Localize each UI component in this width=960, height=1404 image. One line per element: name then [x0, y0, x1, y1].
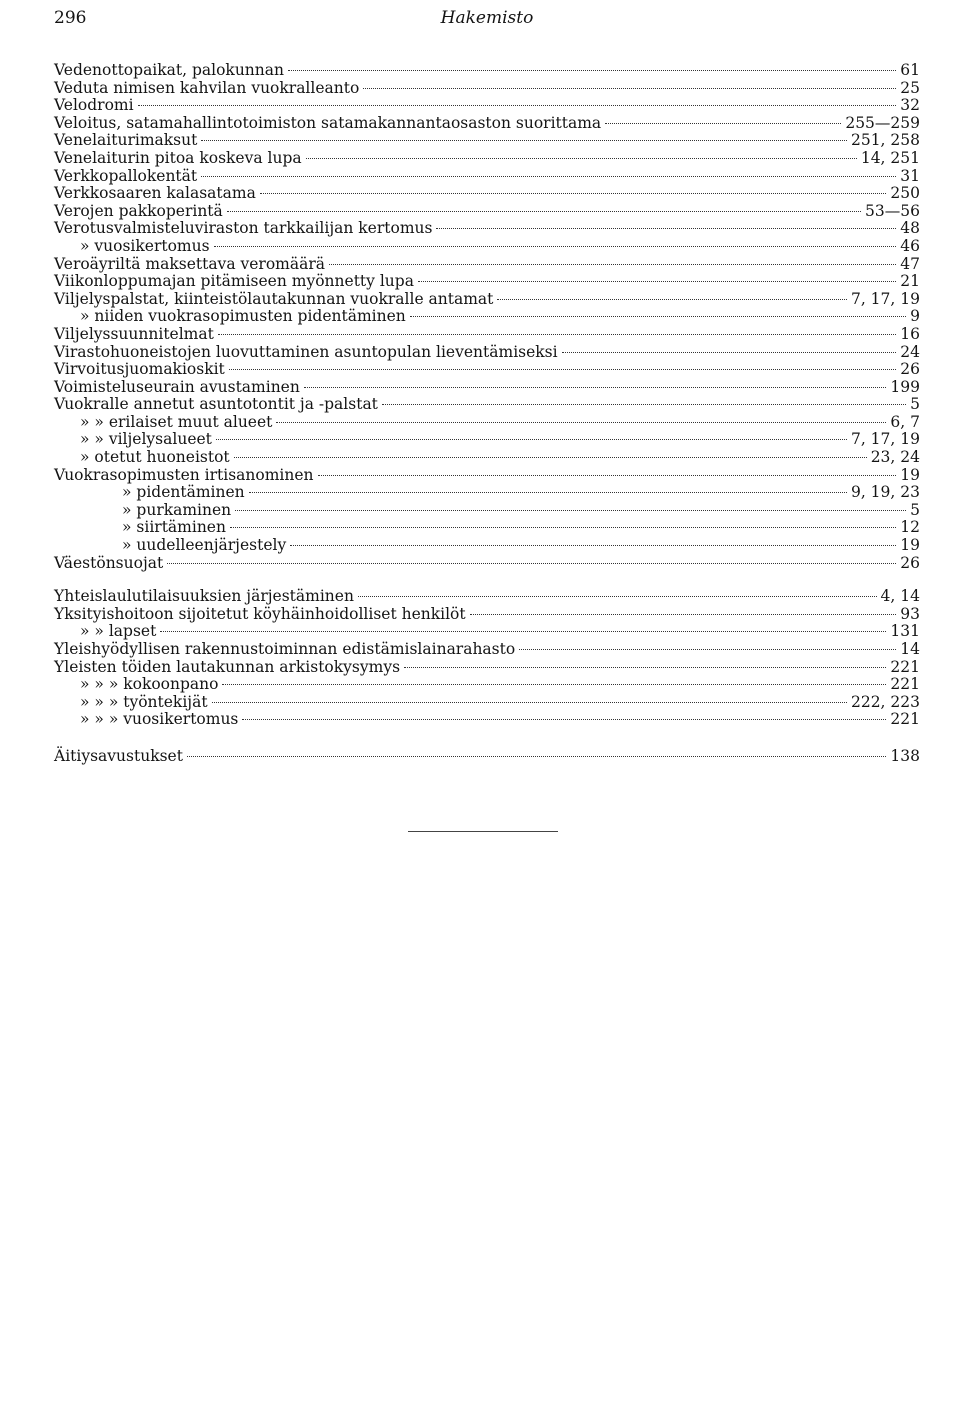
entry-text: Vedenottopaikat, palokunnan	[54, 61, 284, 79]
entry-pages: 7, 17, 19	[850, 289, 920, 308]
index-entry	[54, 361, 920, 379]
dot-leader	[160, 631, 886, 632]
entry-pages: 7, 17, 19	[850, 430, 920, 449]
entry-text: Vuokrasopimusten irtisanominen	[54, 465, 314, 484]
entry-text: Venelaiturin pitoa koskeva lupa	[54, 148, 302, 167]
dot-leader	[218, 334, 896, 335]
entry-text: Veroäyriltä maksettava veromäärä	[54, 254, 325, 273]
entry-pages: 46	[900, 236, 920, 255]
dot-leader	[260, 193, 887, 194]
index-entry	[54, 676, 920, 694]
dot-leader	[329, 264, 896, 265]
entry-pages: 53—56	[865, 201, 920, 220]
index-entry	[54, 748, 920, 766]
index-entry	[54, 80, 920, 98]
entry-text: » » » kokoonpano	[80, 675, 219, 694]
index-entry	[54, 414, 920, 432]
group-gap	[54, 572, 920, 588]
dot-leader	[276, 422, 886, 423]
entry-pages: 199	[890, 377, 920, 396]
entry-text: » » viljelysalueet	[80, 430, 212, 449]
entry-text: » » lapset	[80, 622, 157, 641]
group-gap	[54, 729, 920, 748]
index-entry	[54, 555, 920, 573]
dot-leader	[382, 404, 906, 405]
index-entry	[54, 344, 920, 362]
entry-pages: 48	[900, 219, 920, 238]
dot-leader	[306, 158, 857, 159]
entry-text: » » » työntekijät	[80, 692, 208, 711]
index-entry	[54, 623, 920, 641]
entry-text: Äitiysavustukset	[54, 746, 183, 765]
index-entry	[54, 273, 920, 291]
dot-leader	[497, 299, 847, 300]
entry-text: Yleishyödyllisen rakennustoiminnan edistämislainarahasto	[54, 640, 516, 658]
index-entry	[54, 185, 920, 203]
entry-text: Yksityishoitoon sijoitetut köyhäinhoidolliset henkilöt	[54, 604, 466, 623]
entry-pages: 251, 258	[850, 131, 920, 150]
entry-pages: 250	[890, 184, 920, 203]
index-entry	[54, 291, 920, 309]
index-entry	[54, 132, 920, 150]
dot-leader	[519, 649, 896, 650]
page-number: 296	[54, 8, 87, 28]
entry-pages: 12	[900, 518, 920, 537]
dot-leader	[358, 596, 877, 597]
index-entry	[54, 659, 920, 677]
dot-leader	[138, 105, 897, 106]
index-entry	[54, 588, 920, 606]
index-entry	[54, 150, 920, 168]
entry-pages: 4, 14	[880, 587, 920, 606]
dot-leader	[230, 527, 896, 528]
index-entry	[54, 431, 920, 449]
dot-leader	[214, 246, 897, 247]
entry-text: » » » vuosikertomus	[80, 710, 239, 729]
dot-leader	[167, 563, 896, 564]
entry-text: Viljelyssuunnitelmat	[54, 324, 214, 343]
index-list	[54, 62, 920, 766]
entry-pages: 138	[890, 746, 920, 765]
entry-pages: 26	[900, 553, 920, 572]
dot-leader	[418, 281, 896, 282]
entry-text: » purkaminen	[122, 500, 232, 519]
entry-text: Verotusvalmisteluviraston tarkkailijan kertomus	[54, 219, 433, 238]
entry-text: Yleisten töiden lautakunnan arkistokysymys	[54, 657, 401, 676]
dot-leader	[436, 228, 896, 229]
entry-text: » siirtäminen	[122, 518, 226, 537]
entry-pages: 221	[890, 675, 920, 694]
dot-leader	[249, 492, 847, 493]
index-entry	[54, 62, 920, 80]
entry-text: Verojen pakkoperintä	[54, 201, 223, 220]
index-entry	[54, 326, 920, 344]
entry-pages: 21	[900, 272, 920, 291]
dot-leader	[605, 123, 841, 124]
entry-text: Vuokralle annetut asuntotontit ja -palstat	[54, 395, 378, 414]
entry-text: Virastohuoneistojen luovuttaminen asuntopulan lieventämiseksi	[54, 342, 558, 361]
entry-text: Verkkosaaren kalasatama	[54, 184, 256, 203]
entry-pages: 24	[900, 342, 920, 361]
dot-leader	[187, 756, 886, 757]
index-entry	[54, 308, 920, 326]
entry-pages: 47	[900, 254, 920, 273]
entry-pages: 26	[900, 360, 920, 379]
dot-leader	[304, 387, 887, 388]
running-title: Hakemisto	[440, 8, 534, 28]
entry-text: Verkkopallokentät	[54, 166, 198, 185]
entry-pages: 221	[890, 657, 920, 676]
entry-text: Virvoitusjuomakioskit	[54, 360, 225, 379]
dot-leader	[235, 510, 906, 511]
entry-pages: 14, 251	[860, 148, 920, 167]
dot-leader	[201, 176, 896, 177]
entry-pages: 131	[890, 622, 920, 641]
dot-leader	[290, 545, 896, 546]
dot-leader	[242, 719, 886, 720]
index-entry	[54, 519, 920, 537]
entry-text: Veloitus, satamahallintotoimiston satamakannantaosaston suorittama	[54, 113, 602, 132]
entry-pages: 16	[900, 324, 920, 343]
entry-pages: 25	[900, 78, 920, 97]
index-entry	[54, 606, 920, 624]
index-entry	[54, 484, 920, 502]
index-entry	[54, 641, 920, 659]
index-entry	[54, 238, 920, 256]
entry-pages: 5	[910, 500, 920, 519]
closing-rule	[408, 831, 558, 832]
entry-text: » vuosikertomus	[80, 236, 210, 255]
entry-pages: 19	[900, 465, 920, 484]
index-entry	[54, 711, 920, 729]
entry-pages: 6, 7	[890, 412, 920, 431]
index-entry	[54, 220, 920, 238]
entry-pages: 222, 223	[850, 692, 920, 711]
index-entry	[54, 537, 920, 555]
index-entry	[54, 396, 920, 414]
dot-leader	[216, 439, 847, 440]
index-entry	[54, 203, 920, 221]
entry-text: Venelaiturimaksut	[54, 131, 198, 150]
dot-leader	[234, 457, 867, 458]
dot-leader	[470, 614, 897, 615]
entry-pages: 23, 24	[870, 448, 920, 467]
dot-leader	[227, 211, 861, 212]
index-entry	[54, 449, 920, 467]
dot-leader	[212, 702, 847, 703]
entry-text: » » erilaiset muut alueet	[80, 412, 273, 431]
dot-leader	[410, 316, 906, 317]
page-header	[54, 8, 920, 32]
dot-leader	[201, 140, 847, 141]
entry-text: Voimisteluseurain avustaminen	[54, 377, 300, 396]
index-entry	[54, 97, 920, 115]
index-entry	[54, 256, 920, 274]
entry-text: Veduta nimisen kahvilan vuokralleanto	[54, 78, 360, 97]
entry-text: » otetut huoneistot	[80, 448, 230, 467]
dot-leader	[222, 684, 886, 685]
index-entry	[54, 168, 920, 186]
entry-pages: 93	[900, 604, 920, 623]
entry-pages: 255—259	[845, 113, 920, 132]
index-entry	[54, 694, 920, 712]
entry-text: Viikonloppumajan pitämiseen myönnetty lupa	[54, 272, 414, 291]
entry-pages: 5	[910, 395, 920, 414]
entry-pages: 9, 19, 23	[850, 483, 920, 502]
index-entry	[54, 379, 920, 397]
entry-pages: 9	[910, 307, 920, 326]
entry-text: Yhteislaulutilaisuuksien järjestäminen	[54, 587, 354, 606]
index-entry	[54, 467, 920, 485]
dot-leader	[404, 667, 886, 668]
index-entry	[54, 115, 920, 133]
entry-pages: 32	[900, 96, 920, 115]
entry-text: Väestönsuojat	[54, 553, 164, 572]
entry-text: Viljelyspalstat, kiinteistölautakunnan vuokralle antamat	[54, 289, 494, 308]
entry-pages: 14	[900, 640, 920, 658]
entry-pages: 31	[900, 166, 920, 185]
entry-text: Velodromi	[54, 96, 134, 115]
dot-leader	[562, 352, 897, 353]
dot-leader	[363, 88, 896, 89]
index-entry	[54, 502, 920, 520]
dot-leader	[288, 70, 896, 71]
entry-pages: 61	[900, 61, 920, 79]
entry-pages: 221	[890, 710, 920, 729]
entry-text: » niiden vuokrasopimusten pidentäminen	[80, 307, 406, 326]
entry-text: » uudelleenjärjestely	[122, 536, 287, 555]
dot-leader	[318, 475, 897, 476]
entry-text: » pidentäminen	[122, 483, 245, 502]
entry-pages: 19	[900, 536, 920, 555]
dot-leader	[229, 369, 896, 370]
